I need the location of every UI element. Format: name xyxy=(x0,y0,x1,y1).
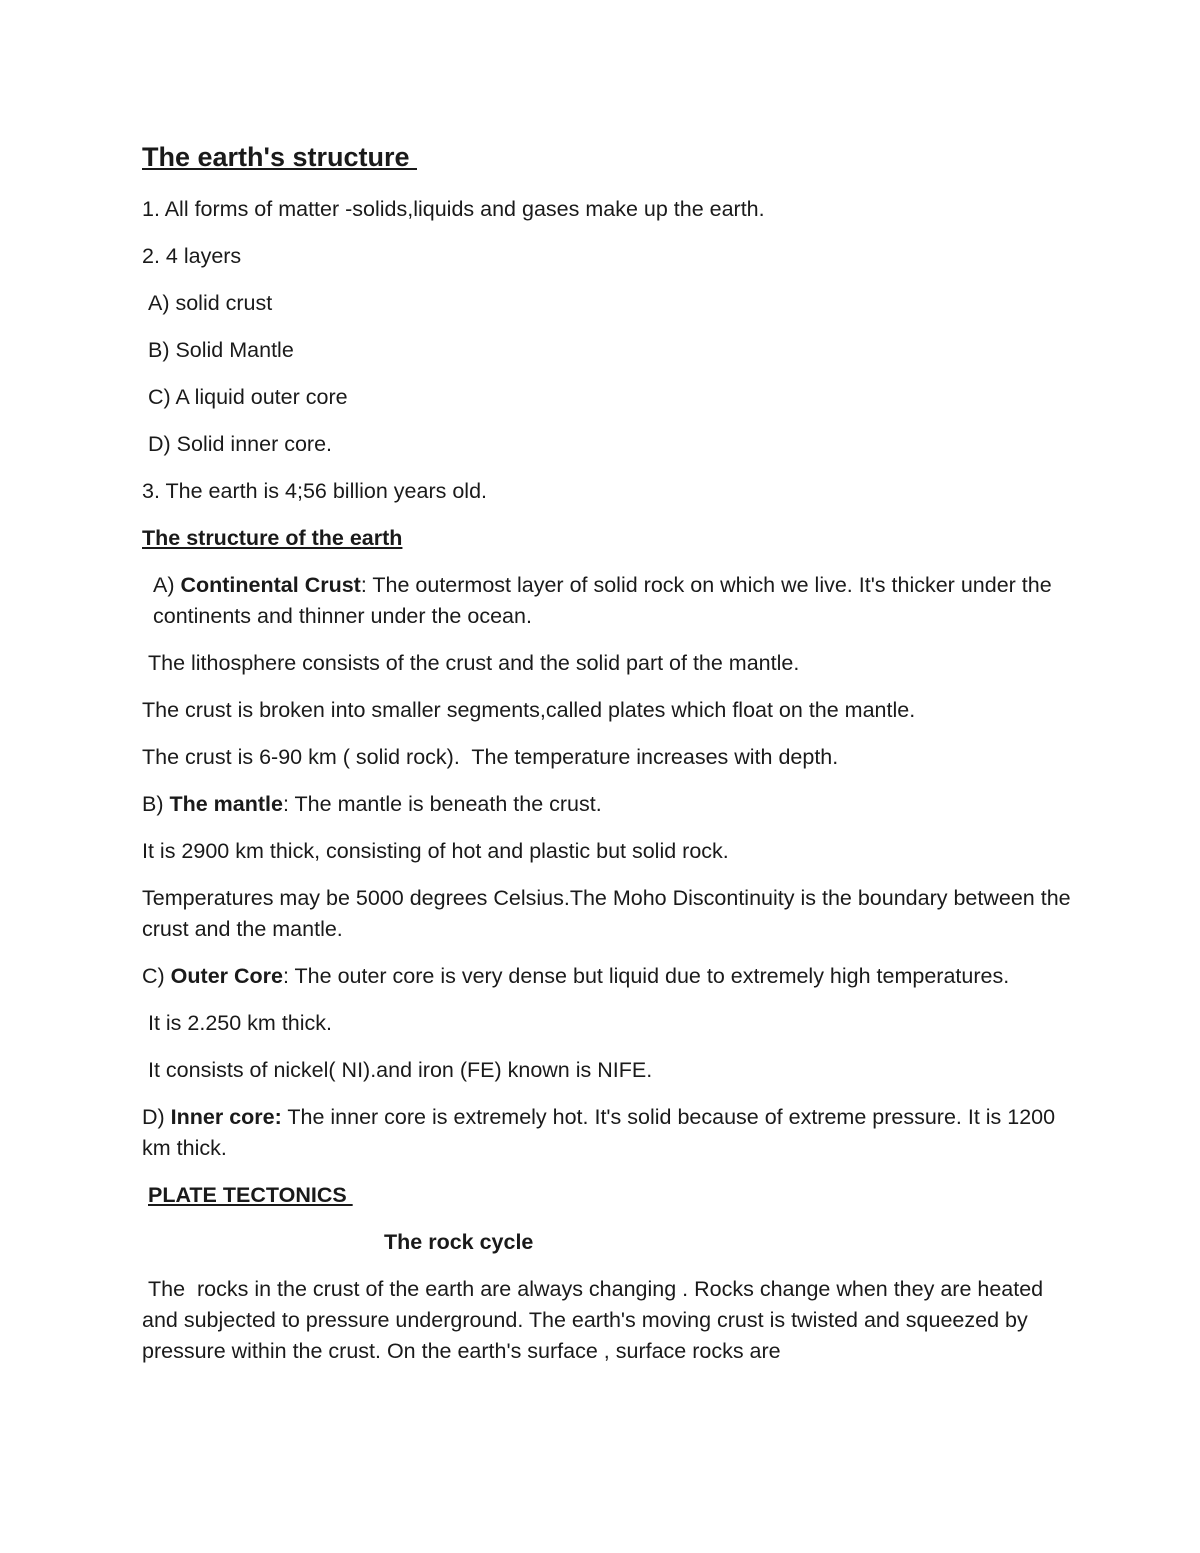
document-title: The earth's structure xyxy=(142,142,417,172)
outer-core-text: : The outer core is very dense but liquid due to extremely high temperatures. xyxy=(282,964,1010,988)
mantle-thickness-paragraph: It is 2900 km thick, consisting of hot and plastic but solid rock. xyxy=(142,839,729,863)
outer-core-paragraph xyxy=(142,961,1072,992)
document-page xyxy=(142,140,1077,1383)
inner-core-prefix: D) xyxy=(142,1105,171,1129)
plate-tectonics-heading: PLATE TECTONICS xyxy=(148,1183,353,1207)
crust-text: : The outermost layer of solid rock on which we live. It's thicker under the continents and thinner under the ocean. xyxy=(153,573,1058,628)
inner-core-text: The inner core is extremely hot. It's solid because of extreme pressure. It is 1200 km thick. xyxy=(142,1105,1062,1160)
plates-paragraph: The crust is broken into smaller segments,called plates which float on the mantle. xyxy=(142,698,916,722)
outer-core-prefix: C) xyxy=(142,964,171,988)
intro-point-1: 1. All forms of matter -solids,liquids and gases make up the earth. xyxy=(142,197,765,221)
rock-cycle-paragraph: The rocks in the crust of the earth are always changing . Rocks change when they are heated and subjected to pressure underground. The earth's moving crust is twisted and squeezed by pressure within the crust. On the earth's surface , surface rocks are xyxy=(142,1277,1050,1363)
structure-heading: The structure of the earth xyxy=(142,526,403,550)
mantle-paragraph xyxy=(142,789,1072,820)
outer-core-thickness-paragraph: It is 2.250 km thick. xyxy=(142,1011,332,1035)
crust-paragraph xyxy=(142,570,1072,632)
intro-point-3: 3. The earth is 4;56 billion years old. xyxy=(142,479,487,503)
mantle-prefix: B) xyxy=(142,792,170,816)
mantle-term: The mantle xyxy=(169,792,283,816)
mantle-temperature-paragraph: Temperatures may be 5000 degrees Celsius.The Moho Discontinuity is the boundary between the crust and the mantle. xyxy=(142,886,1077,941)
crust-depth-paragraph: The crust is 6-90 km ( solid rock). The temperature increases with depth. xyxy=(142,745,839,769)
crust-term: Continental Crust xyxy=(180,573,361,597)
lithosphere-paragraph: The lithosphere consists of the crust and the solid part of the mantle. xyxy=(142,651,800,675)
outer-core-composition-paragraph: It consists of nickel( NI).and iron (FE) known is NIFE. xyxy=(142,1058,653,1082)
outer-core-term: Outer Core xyxy=(170,964,283,988)
layer-item-d: D) Solid inner core. xyxy=(142,432,333,456)
mantle-text: : The mantle is beneath the crust. xyxy=(282,792,602,816)
layer-item-c: C) A liquid outer core xyxy=(142,385,348,409)
rock-cycle-heading: The rock cycle xyxy=(384,1230,534,1254)
crust-prefix: A) xyxy=(153,573,181,597)
inner-core-paragraph xyxy=(142,1102,1072,1164)
layer-item-b: B) Solid Mantle xyxy=(142,338,294,362)
layer-item-a: A) solid crust xyxy=(142,291,273,315)
inner-core-term: Inner core: xyxy=(170,1105,282,1129)
intro-point-2: 2. 4 layers xyxy=(142,244,242,268)
